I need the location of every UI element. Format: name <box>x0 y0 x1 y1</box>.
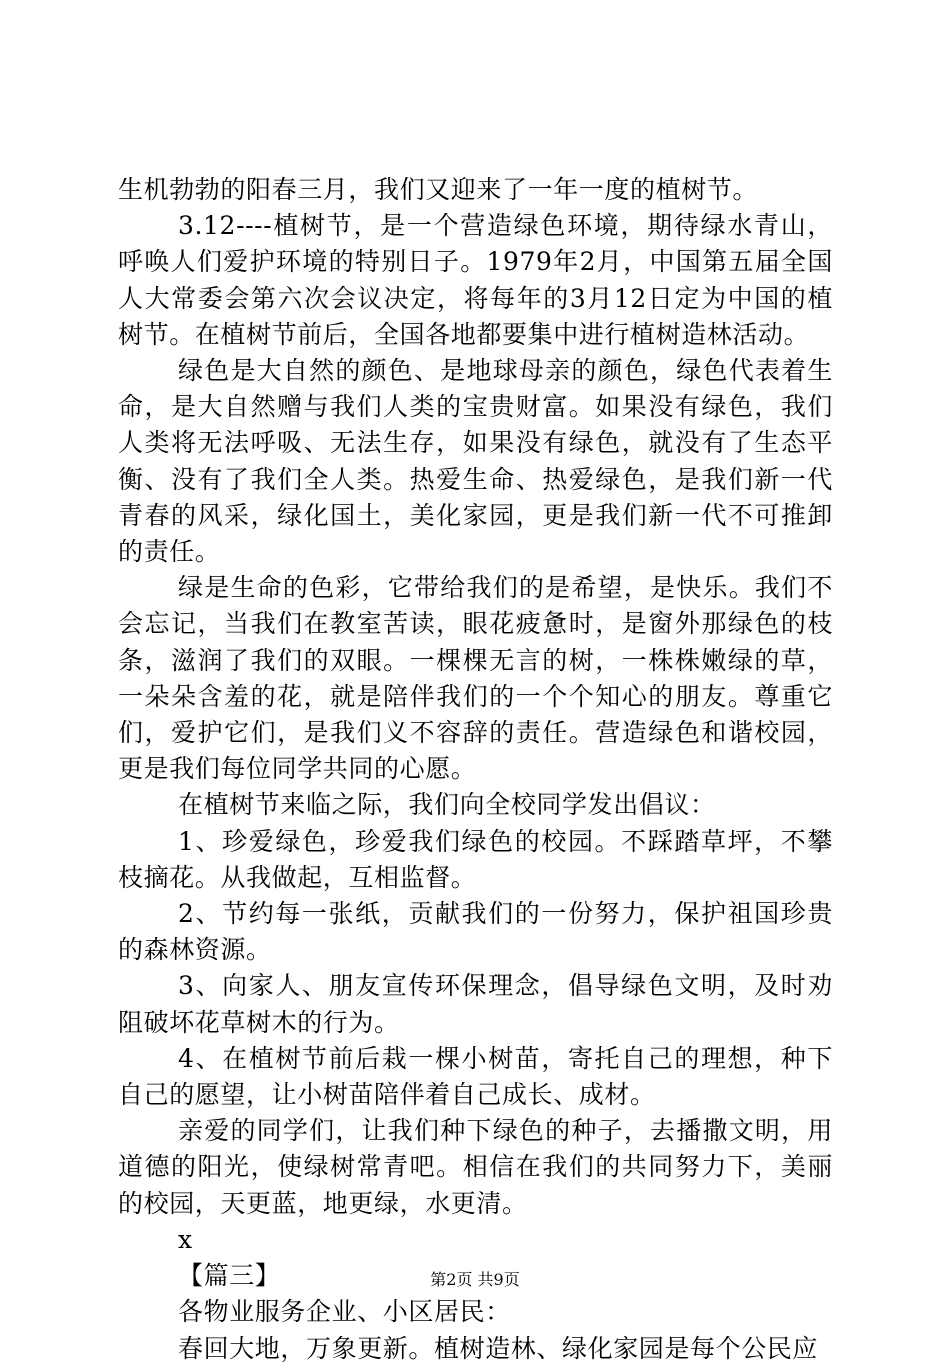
document-body <box>118 172 833 1367</box>
section-heading: 【篇三】 <box>178 1261 281 1291</box>
proposal-item-4: 4、在植树节前后栽一棵小树苗，寄托自己的理想，种下自己的愿望，让小树苗陪伴着自己成长、成材。 <box>118 1043 833 1110</box>
proposal-item-1: 1、珍爱绿色，珍爱我们绿色的校园。不踩踏草坪，不攀枝摘花。从我做起，互相监督。 <box>118 826 833 892</box>
paragraph-intro: 生机勃勃的阳春三月，我们又迎来了一年一度的植树节。 <box>118 175 759 204</box>
paragraph-green-nature: 绿色是大自然的颜色、是地球母亲的颜色，绿色代表着生命，是大自然赠与我们人类的宝贵财富。如果没有绿色，我们人类将无法呼吸、无法生存，如果没有绿色，就没有了生态平衡、没有了我们全人类。热爱生命、热爱绿色，是我们新一代青春的风采，绿化国土，美化家园，更是我们新一代不可推卸的责任。 <box>118 356 833 567</box>
proposal-item-2: 2、节约每一张纸，贡献我们的一份努力，保护祖国珍贵的森林资源。 <box>118 899 833 965</box>
proposal-item-3: 3、向家人、朋友宣传环保理念，倡导绿色文明，及时劝阻破坏花草树木的行为。 <box>118 971 833 1037</box>
page-number-footer: 第2页 共9页 <box>430 1270 520 1289</box>
paragraph-section-three-start: 春回大地，万象更新。植树造林、绿化家园是每个公民应 <box>178 1333 819 1363</box>
paragraph-green-life: 绿是生命的色彩，它带给我们的是希望，是快乐。我们不会忘记，当我们在教室苦读，眼花疲惫时，是窗外那绿色的枝条，滋润了我们的双眼。一棵棵无言的树，一株株嫩绿的草，一朵朵含羞的花，就是陪伴我们的一个个知心的朋友。尊重它们，爱护它们，是我们义不容辞的责任。营造绿色和谐校园，更是我们每位同学共同的心愿。 <box>118 573 833 784</box>
paragraph-proposal-intro: 在植树节来临之际，我们向全校同学发出倡议： <box>178 790 716 820</box>
salutation: 各物业服务企业、小区居民： <box>178 1297 511 1327</box>
paragraph-arbor-day-origin: 3.12----植树节，是一个营造绿色环境，期待绿水青山，呼唤人们爱护环境的特别日子。1979年2月，中国第五届全国人大常委会第六次会议决定，将每年的3月12日定为中国的植树节。在植树节前后，全国各地都要集中进行植树造林活动。 <box>118 211 833 349</box>
stray-mark: x <box>178 1224 193 1254</box>
paragraph-closing: 亲爱的同学们，让我们种下绿色的种子，去播撒文明，用道德的阳光，使绿树常青吧。相信在我们的共同努力下，美丽的校园，天更蓝，地更绿，水更清。 <box>118 1116 833 1218</box>
